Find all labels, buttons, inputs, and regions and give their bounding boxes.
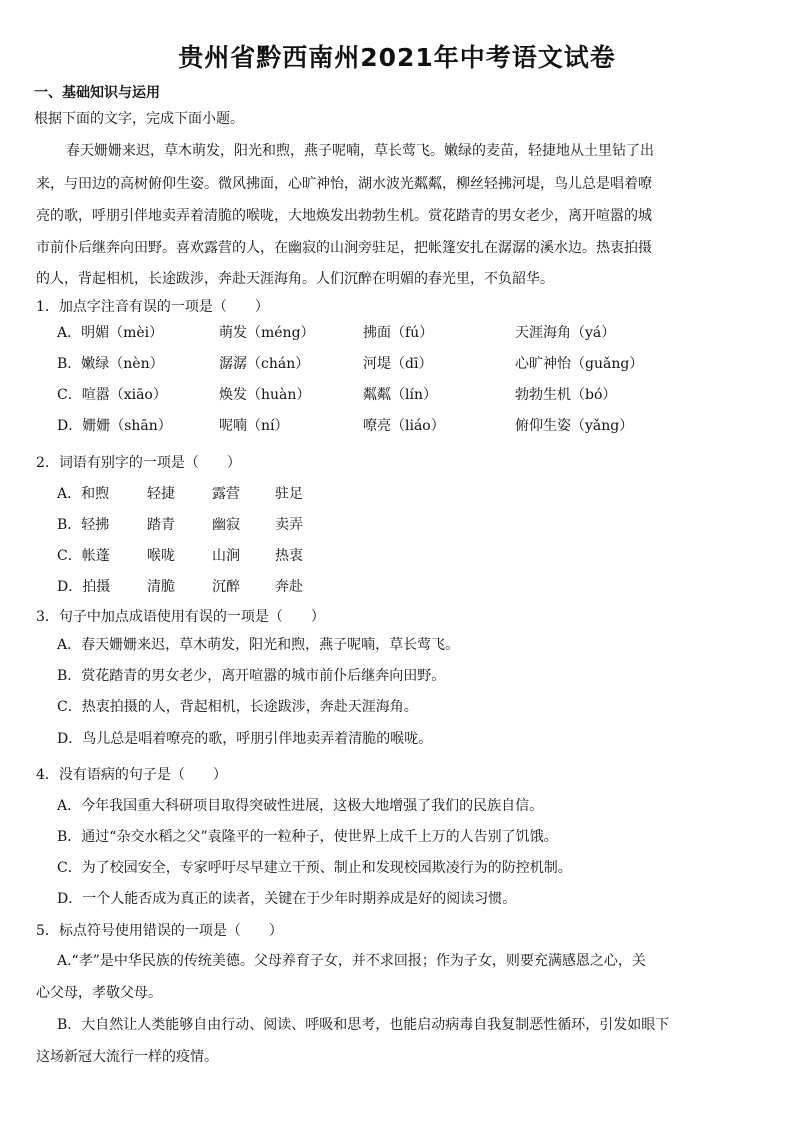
option-c4: 热衷 [275,548,303,564]
section-heading: 一、基础知识与运用 [34,85,160,101]
option-c: C．热衷拍摄的人，背起相机，长途跋涉，奔赴天涯海角。 [57,699,418,715]
passage-line: 的人，背起相机，长途跋涉，奔赴天涯海角。人们沉醉在明媚的春光里，不负韶华。 [36,271,554,287]
option-b1: B．嫩绿（nèn） [57,356,164,372]
option-d1: D．拍摄 [57,579,111,595]
page-title: 贵州省黔西南州2021年中考语文试卷 [178,43,616,72]
option-a-line-1: A.“孝”是中华民族的传统美德。父母养育子女，并不求回报；作为子女，则要充满感恩之心，关 [57,953,646,969]
option-b3: 河堤（dī） [363,356,433,372]
option-a: A．今年我国重大科研项目取得突破性进展，这极大地增强了我们的民族自信。 [57,798,544,814]
option-c1: C．喧嚣（xiāo） [57,387,167,403]
option-b-line-1: B．大自然让人类能够自由行动、阅读、呼吸和思考，也能启动病毒自我复制恶性循环，引发如眼下 [57,1017,670,1033]
option-a4: 天涯海角（yá） [515,325,616,341]
option-b2: 潺潺（chán） [219,356,310,372]
option-b1: B．轻拂 [57,517,110,533]
option-b: B．赏花踏青的男女老少，离开喧嚣的城市前仆后继奔向田野。 [57,668,446,684]
option-d4: 奔赴 [275,579,303,595]
option-a1: A．明媚（mèi） [57,325,164,341]
option-b4: 心旷神怡（guǎng） [515,356,644,372]
question-2-stem: 2．词语有别字的一项是（ ） [36,455,241,471]
question-1-stem: 1．加点字注音有误的一项是（ ） [36,299,269,315]
option-d2: 清脆 [147,579,175,595]
option-a2: 萌发（méng） [219,325,315,341]
option-b: B．通过“杂交水稻之父”袁隆平的一粒种子，使世界上成千上万的人告别了饥饿。 [57,829,558,845]
question-2-options [57,483,557,593]
option-c2: 焕发（huàn） [219,387,311,403]
option-b3: 幽寂 [212,517,240,533]
question-4-stem: 4．没有语病的句子是（ ） [36,767,227,783]
option-b4: 卖弄 [275,517,303,533]
option-c: C．为了校园安全，专家呼吁尽早建立干预、制止和发现校园欺凌行为的防控机制。 [57,860,572,876]
option-c2: 喉咙 [147,548,175,564]
option-d1: D．姗姗（shān） [57,418,172,434]
option-a: A．春天姗姗来迟，草木萌发，阳光和煦，燕子呢喃，草长莺飞。 [57,637,460,653]
option-d: D．鸟儿总是唱着嘹亮的歌，呼朋引伴地卖弄着清脆的喉咙。 [57,731,433,747]
option-d3: 嘹亮（liáo） [363,418,445,434]
question-5-stem: 5．标点符号使用错误的一项是（ ） [36,923,283,939]
passage-line: 市前仆后继奔向田野。喜欢露营的人，在幽寂的山涧旁驻足，把帐篷安扎在潺潺的溪水边。热衷拍摄 [36,240,652,256]
question-1-options [57,322,757,447]
option-c1: C．帐蓬 [57,548,110,564]
passage-line: 来，与田边的高树俯仰生姿。微风拂面，心旷神怡，湖水波光粼粼，柳丝轻拂河堤，鸟儿总是唱着嘹 [36,176,652,192]
option-a-line-2: 心父母，孝敬父母。 [36,985,162,1001]
option-c4: 勃勃生机（bó） [515,387,617,403]
option-d3: 沉醉 [212,579,240,595]
option-c3: 山涧 [212,548,240,564]
instruction-text: 根据下面的文字，完成下面小题。 [34,111,244,127]
option-d: D．一个人能否成为真正的读者，关键在于少年时期养成是好的阅读习惯。 [57,891,517,907]
option-a3: 拂面（fú） [363,325,434,341]
passage-line: 亮的歌，呼朋引伴地卖弄着清脆的喉咙，大地焕发出勃勃生机。赏花踏青的男女老少，离开喧嚣的城 [36,208,652,224]
option-a1: A．和煦 [57,486,110,502]
option-d2: 呢喃（ní） [219,418,289,434]
option-a4: 驻足 [275,486,303,502]
option-c3: 粼粼（lín） [363,387,437,403]
option-d4: 俯仰生姿（yǎng） [515,418,634,434]
option-a3: 露营 [212,486,240,502]
passage-line: 春天姗姗来迟，草木萌发，阳光和煦，燕子呢喃，草长莺飞。嫩绿的麦苗，轻捷地从土里钻了出 [66,143,654,159]
question-3-stem: 3．句子中加点成语使用有误的一项是（ ） [36,609,325,625]
option-b2: 踏青 [147,517,175,533]
option-b-line-2: 这场新冠大流行一样的疫情。 [36,1049,218,1065]
option-a2: 轻捷 [147,486,175,502]
